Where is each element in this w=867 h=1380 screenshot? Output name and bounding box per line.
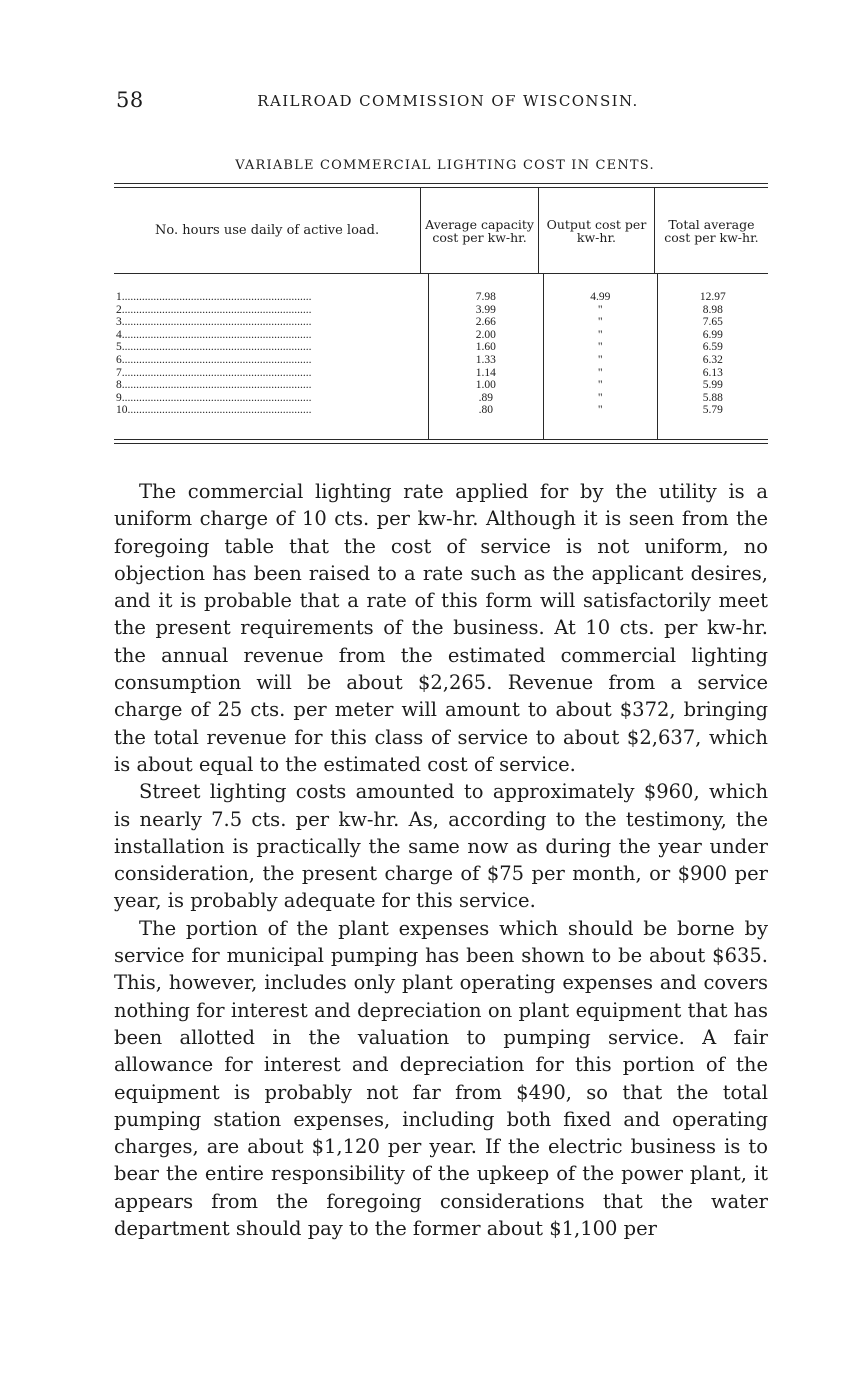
row-output-cell: " [597, 404, 603, 417]
cost-table [114, 183, 768, 444]
table-header-row [114, 188, 768, 274]
column-hours [114, 274, 428, 439]
row-output-cell: " [597, 353, 603, 366]
header-hours: No. hours use daily of active load. [155, 223, 380, 238]
row-total-cell: 5.99 [702, 379, 723, 392]
row-total-cell: 8.98 [702, 303, 723, 316]
table-title: VARIABLE COMMERCIAL LIGHTING COST IN CENTS. [235, 158, 655, 173]
row-hours-cell: 3.................................................................. [116, 316, 312, 329]
paragraph-municipal-pumping: The portion of the plant expenses which should be borne by service for municipal pumping has been shown to be about $635. This, however, includes only plant operating expenses and covers nothing for interest and depreciation on plant equipment that has been allotted in the valuation to pumping service. A fair allowance for interest and depreciation for this portion of the equipment is probably not far from $490, so that the total pumping station expenses, including both fixed and operating charges, are about $1,120 per year. If the electric business is to bear the entire responsibility of the upkeep of the power plant, it appears from the foregoing considerations that the water department should pay to the former about $1,100 per [114, 916, 768, 1241]
row-hours-cell: 4.................................................................. [116, 328, 312, 341]
row-hours-cell: 1.................................................................. [116, 291, 312, 303]
row-output-cell: " [597, 391, 603, 404]
row-total-cell: 5.88 [702, 391, 723, 404]
row-hours-cell: 9.................................................................. [116, 391, 312, 404]
paragraph-street-lighting: Street lighting costs amounted to approximately $960, which is nearly 7.5 cts. per kw-hr. As, according to the testimony, the installation is practically the same now as during the year under consideration, the present charge of $75 per month, or $900 per year, is probably adequate for this service. [114, 780, 768, 913]
row-hours-cell: 2.................................................................. [116, 303, 312, 316]
row-total-cell: 5.79 [702, 404, 723, 417]
row-capacity-cell: 1.14 [475, 366, 496, 379]
row-hours-cell: 10................................................................ [116, 404, 312, 417]
row-capacity-cell: .89 [478, 391, 493, 404]
row-capacity-cell: 7.98 [475, 291, 496, 303]
header-output-cost: Output cost per kw-hr. [538, 188, 654, 273]
row-output-cell: " [597, 328, 603, 341]
row-hours-cell: 6.................................................................. [116, 353, 312, 366]
body-text [114, 478, 768, 1242]
table-body [114, 274, 768, 439]
row-capacity-cell: 1.60 [475, 341, 496, 354]
row-capacity-cell: 1.00 [475, 379, 496, 392]
row-output-cell: " [597, 303, 603, 316]
table-bottom-rule-2 [114, 443, 768, 444]
table-bottom-rule [114, 439, 768, 440]
row-total-cell: 6.99 [702, 328, 723, 341]
header-total-cost: Total average cost per kw-hr. [654, 188, 768, 273]
column-output-cost [543, 274, 656, 439]
page-number: 58 [116, 88, 144, 112]
row-output-cell: " [597, 316, 603, 329]
row-capacity-cell: 1.33 [475, 353, 496, 366]
row-capacity-cell: .80 [478, 404, 493, 417]
row-total-cell: 12.97 [699, 291, 726, 303]
row-total-cell: 6.32 [702, 353, 723, 366]
row-total-cell: 6.13 [702, 366, 723, 379]
row-capacity-cell: 2.66 [475, 316, 496, 329]
row-total-cell: 6.59 [702, 341, 723, 354]
row-hours-cell: 7.................................................................. [116, 366, 312, 379]
column-capacity-cost [428, 274, 543, 439]
row-output-cell: " [597, 341, 603, 354]
row-capacity-cell: 3.99 [475, 303, 496, 316]
row-capacity-cell: 2.00 [475, 328, 496, 341]
header-capacity-cost: Average capacity cost per kw-hr. [420, 188, 538, 273]
table-top-rule [114, 183, 768, 184]
row-output-cell: " [597, 379, 603, 392]
running-head: RAILROAD COMMISSION OF WISCONSIN. [257, 92, 639, 110]
row-output-cell: 4.99 [590, 291, 611, 303]
row-total-cell: 7.65 [702, 316, 723, 329]
row-hours-cell: 8.................................................................. [116, 379, 312, 392]
row-hours-cell: 5.................................................................. [116, 341, 312, 354]
column-total-cost [657, 274, 768, 439]
row-output-cell: " [597, 366, 603, 379]
paragraph-commercial-lighting: The commercial lighting rate applied for by the utility is a uniform charge of 10 cts. per kw-hr. Although it is seen from the foregoing table that the cost of service is not uniform, no objection has been raised to a rate such as the applicant desires, and it is probable that a rate of this form will satisfactorily meet the present requirements of the business. At 10 cts. per kw-hr. the annual revenue from the estimated commercial lighting consumption will be about $2,265. Revenue from a service charge of 25 cts. per meter will amount to about $372, bringing the total revenue for this class of service to about $2,637, which is about equal to the estimated cost of service. [114, 480, 768, 776]
